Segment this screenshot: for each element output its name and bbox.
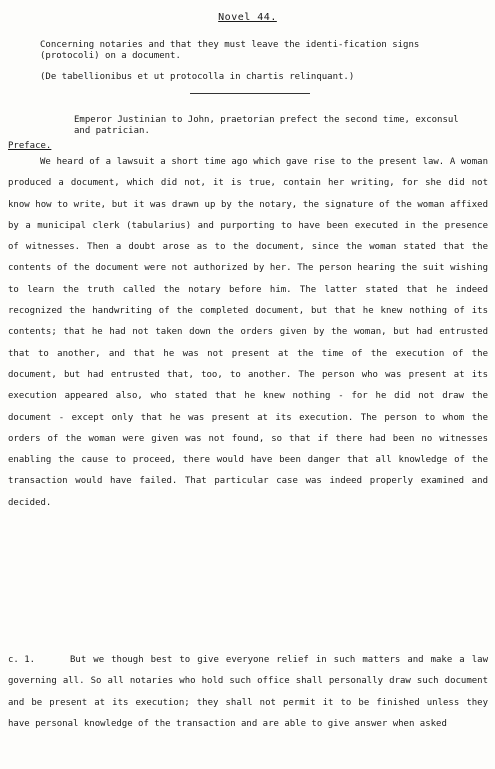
section-paragraph	[8, 650, 488, 735]
preface-text: We heard of a lawsuit a short time ago which gave rise to the present law. A woman produced a document, which did not, it is true, contain her writing, for she did not know how to write, but it was drawn up by the notary, the signature of the woman affixed by a municipal clerk (tabularius) and purporting to have been executed in the presence of witnesses. Then a doubt arose as to the document, since the woman stated that the contents of the document were not authorized by her. The person hearing the suit wishing to learn the truth called the notary before him. The latter stated that he indeed recognized the handwriting of the completed document, but that he knew nothing of its contents; that he had not taken down the orders given by the woman, but had entrusted that to another, and that he was not present at the time of the execution of the document, but had entrusted that, too, to another. The person who was present at its execution appeared also, who stated that he knew nothing - for he did not draw the document - except only that he was present at its execution. The person to whom the orders of the woman were given was not found, so that if there had been no witnesses enabling the cause to proceed, there would have been danger that all knowledge of the transaction would have failed. That particular case was indeed properly examined and decided.	[8, 157, 488, 508]
address-line: Emperor Justinian to John, praetorian prefect the second time, exconsul and patrician.	[74, 115, 459, 136]
chapter-heading: Concerning notaries and that they must leave the identi-fication signs (protocoli) on a document.	[40, 40, 420, 61]
divider-rule	[190, 93, 310, 94]
section-label: c. 1.	[8, 655, 36, 665]
latin-title: (De tabellionibus et ut protocolla in chartis relinquant.)	[40, 72, 355, 82]
preface-label: Preface.	[8, 141, 52, 151]
section-text: But we though best to give everyone relief in such matters and make a law governing all. So all notaries who hold such office shall personally draw such document and be present at its execution; they shall not permit it to be finished unless they have personal knowledge of the transaction and are able to give answer when asked	[8, 655, 488, 729]
preface-paragraph	[8, 152, 488, 514]
page-title: Novel 44.	[218, 12, 277, 23]
